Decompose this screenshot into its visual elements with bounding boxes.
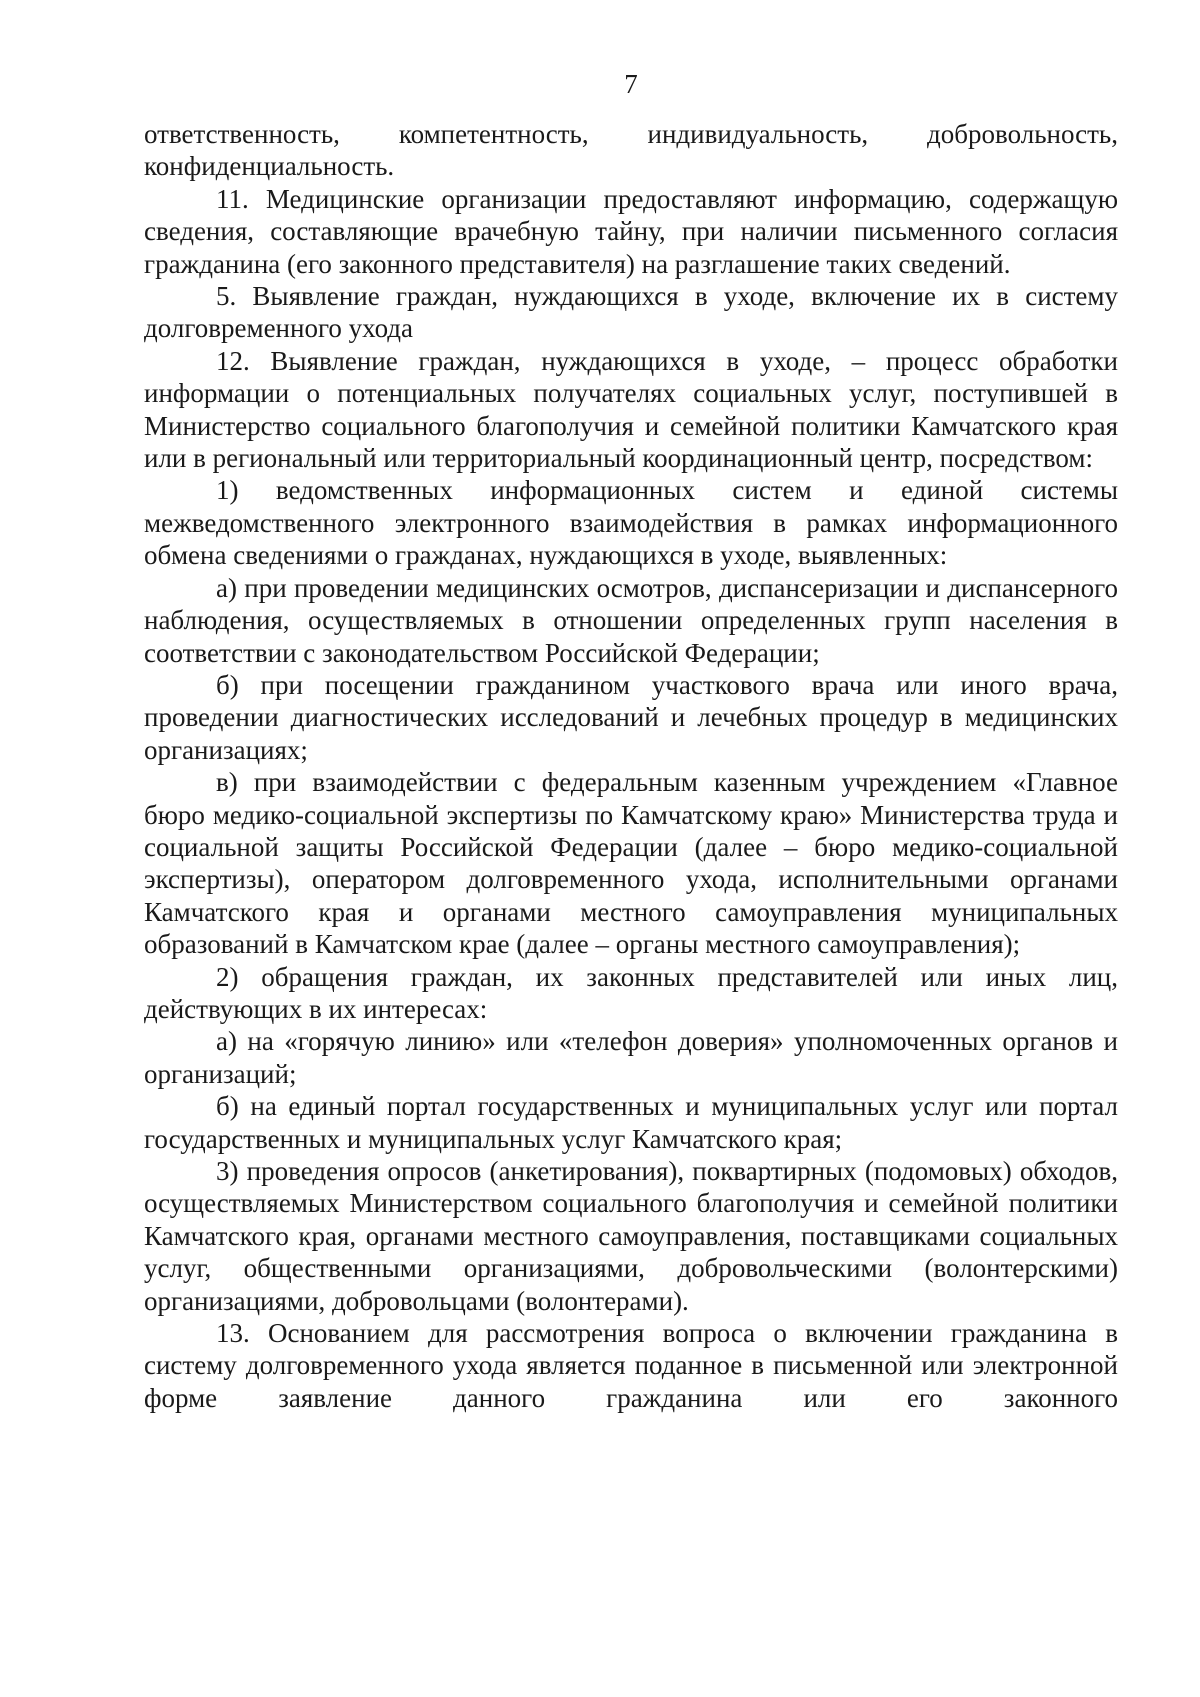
paragraph-item-11: 11. Медицинские организации предоставляют информацию, содержащую сведения, составляющие врачебную тайну, при наличии письменного согласия гражданина (его законного представителя) на разглашение таких сведений. xyxy=(144,183,1118,279)
paragraph-continuation: ответственность, компетентность, индивидуальность, добровольность, конфиденциальность. xyxy=(144,119,1118,182)
paragraph-item-13: 13. Основанием для рассмотрения вопроса о включении гражданина в систему долговременного ухода является поданное в письменной или электронной форме заявление данного гражданина или его законного xyxy=(144,1318,1118,1413)
paragraph-subitem-1: 1) ведомственных информационных систем и единой системы межведомственного электронного взаимодействия в рамках информационного обмена сведениями о гражданах, нуждающихся в уходе, выявленных: xyxy=(144,475,1118,571)
paragraph-item-12: 12. Выявление граждан, нуждающихся в уходе, – процесс обработки информации о потенциальных получателях социальных услуг, поступившей в Министерство социального благополучия и семейной политики Камчатского края или в региональный или территориальный координационный центр, посредством: xyxy=(144,345,1118,474)
paragraph-subitem-1b: б) при посещении гражданином участкового врача или иного врача, проведении диагностических исследований и лечебных процедур в медицинских организациях; xyxy=(144,669,1118,765)
document-body xyxy=(144,118,1118,1414)
paragraph-subitem-1v: в) при взаимодействии с федеральным казенным учреждением «Главное бюро медико-социальной экспертизы по Камчатскому краю» Министерства труда и социальной защиты Российской Федерации (далее – бюро медико-социальной экспертизы), оператором долговременного ухода, исполнительными органами Камчатского края и органами местного самоуправления муниципальных образований в Камчатском крае (далее – органы местного самоуправления); xyxy=(144,767,1118,960)
paragraph-subitem-3: 3) проведения опросов (анкетирования), поквартирных (подомовых) обходов, осуществляемых Министерством социального благополучия и семейной политики Камчатского края, органами местного самоуправления, поставщиками социальных услуг, общественными организациями, добровольческими (волонтерскими) организациями, добровольцами (волонтерами). xyxy=(144,1156,1118,1316)
paragraph-subitem-2b: б) на единый портал государственных и муниципальных услуг или портал государственных и муниципальных услуг Камчатского края; xyxy=(144,1091,1118,1154)
paragraph-subitem-1a: а) при проведении медицинских осмотров, диспансеризации и диспансерного наблюдения, осуществляемых в отношении определенных групп населения в соответствии с законодательством Российской Федерации; xyxy=(144,572,1118,668)
page-number: 7 xyxy=(624,69,638,99)
paragraph-subitem-2a: а) на «горячую линию» или «телефон доверия» уполномоченных органов и организаций; xyxy=(144,1026,1118,1089)
paragraph-subitem-2: 2) обращения граждан, их законных представителей или иных лиц, действующих в их интересах: xyxy=(144,961,1118,1024)
section-heading: 5. Выявление граждан, нуждающихся в уходе, включение их в систему долговременного ухода xyxy=(144,281,1118,344)
